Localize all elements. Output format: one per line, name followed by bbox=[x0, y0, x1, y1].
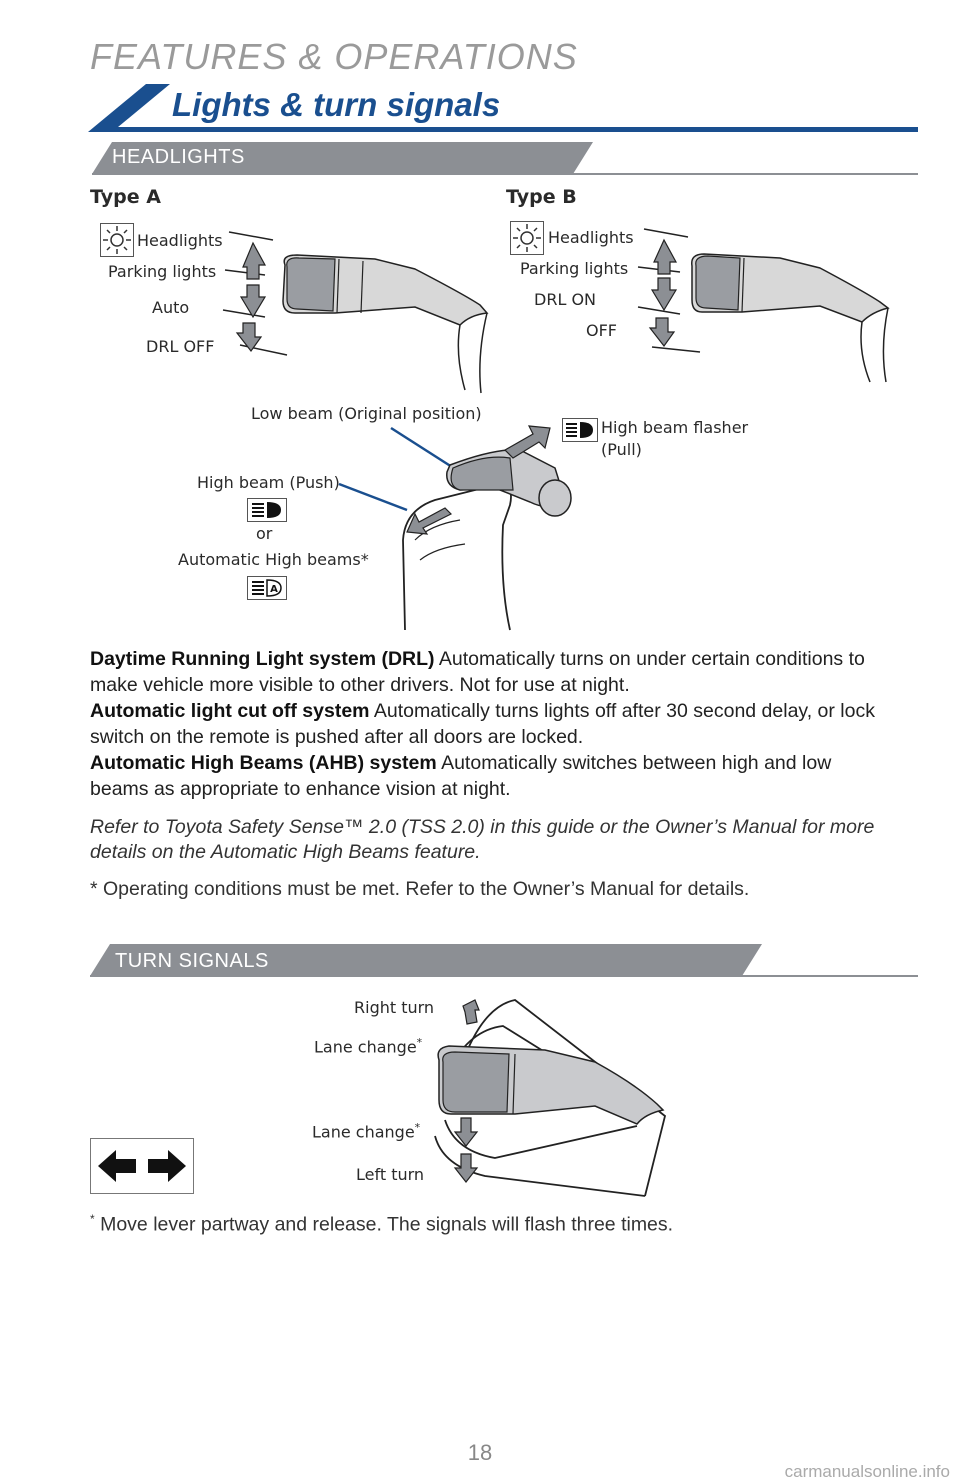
type-a-lever-illustration bbox=[215, 225, 515, 395]
refer-note: Refer to Toyota Safety Sense™ 2.0 (TSS 2.0) in this guide or the Owner’s Manual for more details on the Automatic High Beams feature. bbox=[90, 816, 875, 863]
label-lane-change-down bbox=[312, 1121, 420, 1141]
label-high-beam-flasher-pull: (Pull) bbox=[601, 440, 642, 459]
svg-text:A: A bbox=[270, 584, 278, 595]
drl-title: Daytime Running Light system (DRL) bbox=[90, 648, 435, 670]
label-left-turn: Left turn bbox=[356, 1165, 425, 1184]
ahb-text: Automatically switches between high and low beams as appropriate to enhance vision at night. bbox=[90, 752, 832, 800]
type-a-label-parking: Parking lights bbox=[108, 262, 217, 281]
chapter-title: Lights & turn signals bbox=[172, 86, 501, 123]
headlights-banner bbox=[0, 0, 960, 200]
turn-signal-footnote-mark: * bbox=[90, 1212, 95, 1226]
headlight-symbol-icon bbox=[100, 223, 134, 257]
type-a-label-drl-off: DRL OFF bbox=[146, 337, 215, 356]
turn-signal-lever-illustration bbox=[425, 996, 665, 1196]
label-high-beam-push: High beam (Push) bbox=[197, 473, 340, 492]
turn-signal-footnote bbox=[90, 1212, 673, 1237]
headlight-symbol-icon bbox=[510, 221, 544, 255]
watermark: carmanualsonline.info bbox=[784, 1462, 950, 1481]
cutoff-text: Automatically turns lights off after 30 second delay, or lock switch on the remote is pushed after all doors are locked. bbox=[90, 700, 875, 748]
type-b-label-off: OFF bbox=[586, 321, 617, 340]
drl-paragraph bbox=[90, 646, 890, 802]
auto-high-beam-icon bbox=[247, 576, 287, 600]
label-auto-high-beams: Automatic High beams* bbox=[178, 550, 369, 569]
turn-arrows-icon bbox=[90, 1138, 194, 1194]
high-beam-icon bbox=[247, 498, 287, 522]
page-number: 18 bbox=[467, 1440, 493, 1465]
type-b-title: Type B bbox=[506, 186, 577, 208]
label-lane-change-up bbox=[314, 1036, 422, 1056]
operating-footnote: * Operating conditions must be met. Refer to the Owner’s Manual for details. bbox=[90, 878, 750, 900]
hand-lever-illustration bbox=[335, 410, 635, 640]
lane-change-down-text: Lane change bbox=[312, 1122, 415, 1142]
type-b-lever-illustration bbox=[630, 222, 920, 392]
turn-signals-banner-label: TURN SIGNALS bbox=[115, 950, 269, 972]
label-or: or bbox=[256, 524, 273, 543]
type-a-label-auto: Auto bbox=[152, 298, 190, 317]
drl-text: Automatically turns on under certain conditions to make vehicle more visible to other drivers. Not for use at night. bbox=[90, 648, 865, 696]
turn-signal-footnote-text: Move lever partway and release. The signals will flash three times. bbox=[94, 1213, 674, 1236]
cutoff-title: Automatic light cut off system bbox=[90, 700, 370, 722]
type-a-label-headlights: Headlights bbox=[137, 231, 223, 250]
type-a-title: Type A bbox=[90, 186, 161, 208]
type-b-label-drl-on: DRL ON bbox=[534, 290, 596, 309]
section-title: FEATURES & OPERATIONS bbox=[90, 36, 578, 77]
type-b-label-headlights: Headlights bbox=[548, 228, 634, 247]
lane-change-down-asterisk: * bbox=[414, 1121, 421, 1134]
label-low-beam: Low beam (Original position) bbox=[251, 404, 482, 423]
type-b-label-parking: Parking lights bbox=[520, 259, 629, 278]
headlights-banner-label: HEADLIGHTS bbox=[112, 146, 245, 168]
label-high-beam-flasher: High beam flasher bbox=[601, 418, 749, 437]
lane-change-up-text: Lane change bbox=[314, 1037, 417, 1057]
label-right-turn: Right turn bbox=[354, 998, 435, 1017]
ahb-title: Automatic High Beams (AHB) system bbox=[90, 752, 437, 774]
lane-change-up-asterisk: * bbox=[416, 1036, 423, 1049]
